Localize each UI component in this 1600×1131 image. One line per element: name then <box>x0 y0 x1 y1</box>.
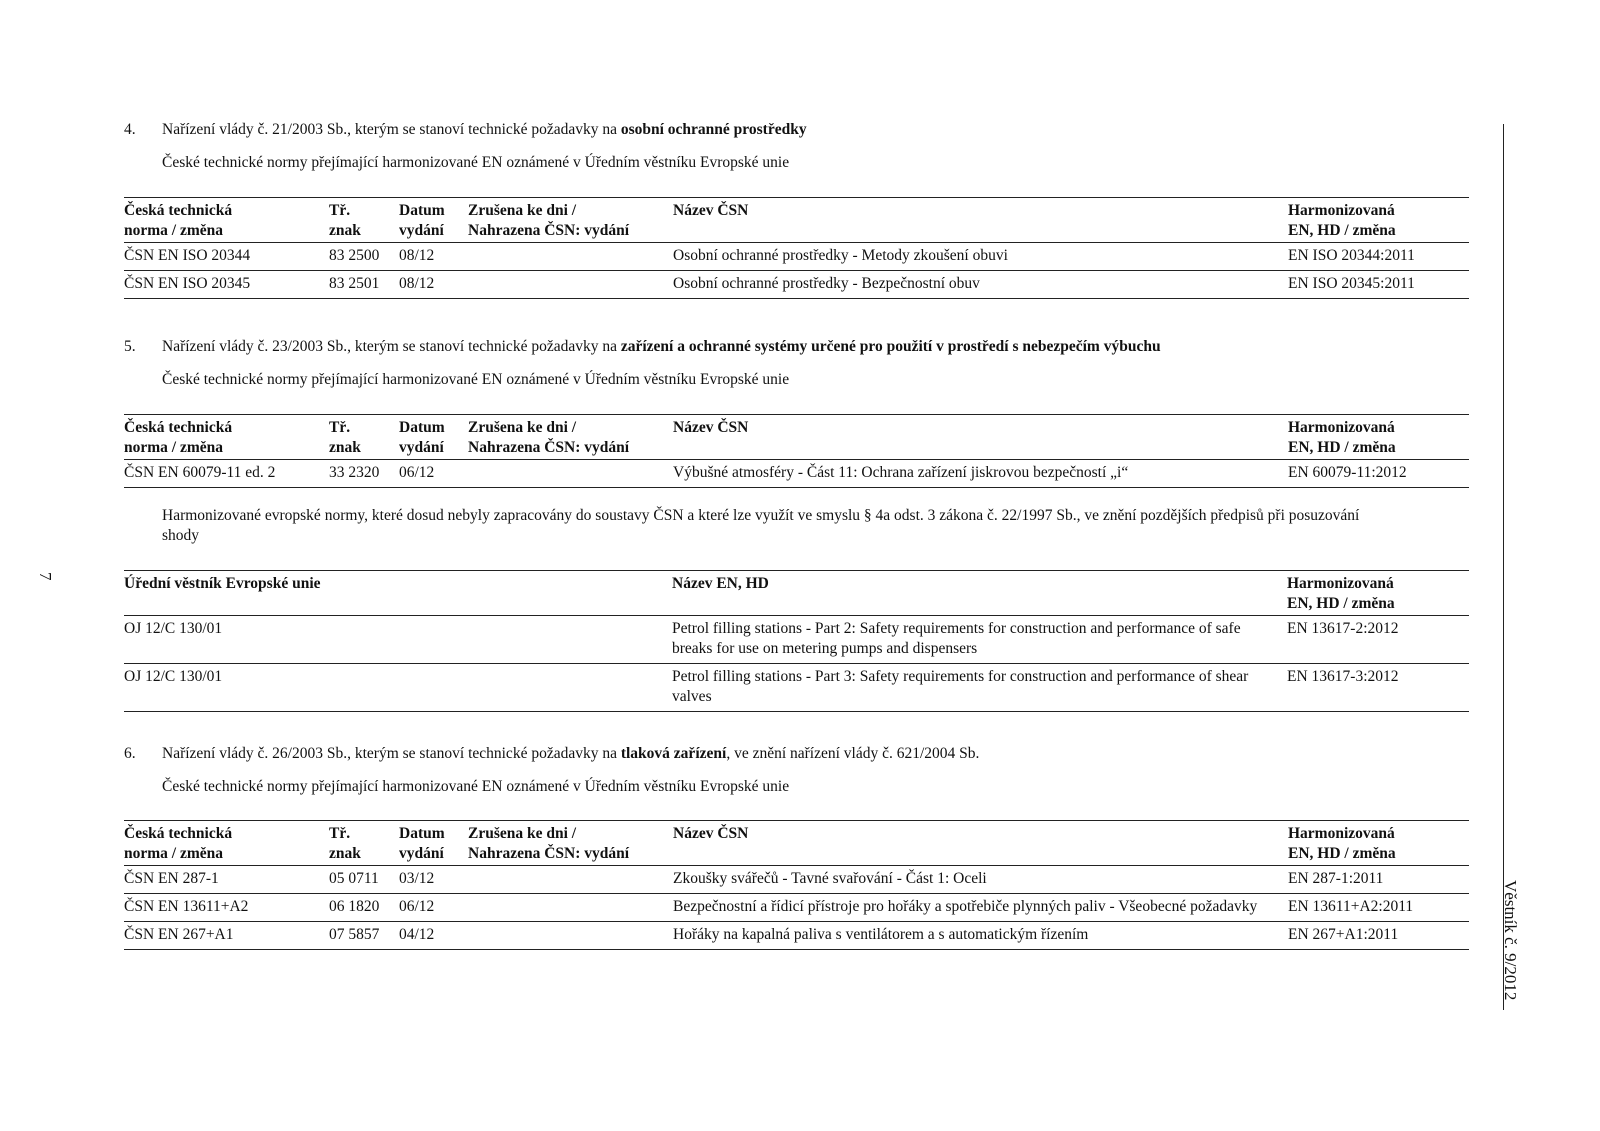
header-znak: Tř. znak <box>329 202 361 239</box>
cell-datum: 04/12 <box>399 926 435 943</box>
header-datum: Datum vydání <box>399 419 445 456</box>
section-5-paragraph: Harmonizované evropské normy, které dosud nebyly zapracovány do soustavy ČSN a které lze využít ve smyslu § 4a odst. 3 zákona č. 22/1997 Sb., ve znění pozdějších předpisů při posuzování shody <box>162 507 1360 544</box>
header-znak: Tř. znak <box>329 825 361 862</box>
cell-norma: ČSN EN 60079-11 ed. 2 <box>124 464 276 481</box>
cell-znak: 33 2320 <box>329 464 380 481</box>
header-datum: Datum vydání <box>399 202 445 239</box>
cell-oj: OJ 12/C 130/01 <box>124 620 223 637</box>
table-header-row <box>124 198 1469 243</box>
section-suffix: , ve znění nařízení vlády č. 621/2004 Sb. <box>726 745 980 762</box>
cell-zrusena <box>468 271 673 299</box>
header-nazev: Název ČSN <box>673 825 749 842</box>
cell-harmonizovana: EN 60079-11:2012 <box>1288 464 1407 481</box>
section-subject: tlaková zařízení <box>620 745 727 762</box>
cell-znak: 07 5857 <box>329 926 380 943</box>
cell-nazev: Bezpečnostní a řídicí přístroje pro hořáky a spotřebiče plynných paliv - Všeobecné požadavky <box>673 898 1258 915</box>
header-oj: Úřední věstník Evropské unie <box>124 575 321 592</box>
table-row <box>124 460 1469 488</box>
cell-datum: 06/12 <box>399 464 435 481</box>
cell-zrusena <box>468 460 673 488</box>
section-5-subheading: České technické normy přejímající harmonizované EN oznámené v Úředním věstníku Evropské unie <box>162 371 790 388</box>
section-prefix: Nařízení vlády č. 21/2003 Sb., kterým se stanoví technické požadavky na <box>162 121 621 138</box>
cell-znak: 83 2501 <box>329 275 380 292</box>
page-number: 7 <box>36 572 55 581</box>
table-row <box>124 866 1469 894</box>
cell-norma: ČSN EN 267+A1 <box>124 926 234 943</box>
table-row <box>124 894 1469 922</box>
table-header-row <box>124 415 1469 460</box>
cell-znak: 05 0711 <box>329 870 379 887</box>
section-6-table <box>124 820 1469 950</box>
cell-norma: ČSN EN ISO 20345 <box>124 275 251 292</box>
table-row <box>124 664 1469 712</box>
header-norma: Česká technická norma / změna <box>124 419 233 456</box>
header-zrusena: Zrušena ke dni / Nahrazena ČSN: vydání <box>468 419 630 456</box>
section-6-subheading: České technické normy přejímající harmonizované EN oznámené v Úředním věstníku Evropské unie <box>162 778 790 795</box>
cell-harmonizovana: EN 267+A1:2011 <box>1288 926 1399 943</box>
cell-nazev: Petrol filling stations - Part 2: Safety requirements for construction and performance of safe breaks for use on metering pumps and dispensers <box>672 620 1241 657</box>
cell-datum: 06/12 <box>399 898 435 915</box>
table-row <box>124 922 1469 950</box>
cell-harmonizovana: EN 287-1:2011 <box>1288 870 1384 887</box>
section-subject: osobní ochranné prostředky <box>620 121 807 138</box>
header-datum: Datum vydání <box>399 825 445 862</box>
cell-nazev: Výbušné atmosféry - Část 11: Ochrana zařízení jiskrovou bezpečností „i“ <box>673 464 1129 481</box>
cell-norma: ČSN EN 13611+A2 <box>124 898 249 915</box>
table-row <box>124 243 1469 271</box>
section-text <box>162 337 1161 357</box>
table-row <box>124 616 1469 664</box>
cell-harmonizovana: EN 13617-2:2012 <box>1287 620 1399 637</box>
section-prefix: Nařízení vlády č. 26/2003 Sb., kterým se stanoví technické požadavky na <box>162 745 621 762</box>
cell-harmonizovana: EN ISO 20345:2011 <box>1288 275 1415 292</box>
cell-nazev: Hořáky na kapalná paliva s ventilátorem a s automatickým řízením <box>673 926 1089 943</box>
cell-znak: 06 1820 <box>329 898 380 915</box>
cell-datum: 08/12 <box>399 247 435 264</box>
section-4-subheading: České technické normy přejímající harmonizované EN oznámené v Úředním věstníku Evropské unie <box>162 154 790 171</box>
cell-datum: 08/12 <box>399 275 435 292</box>
section-text <box>162 744 979 764</box>
section-prefix: Nařízení vlády č. 23/2003 Sb., kterým se stanoví technické požadavky na <box>162 338 621 355</box>
header-zrusena: Zrušena ke dni / Nahrazena ČSN: vydání <box>468 825 630 862</box>
running-title: Věstník č. 9/2012 <box>1501 880 1520 1001</box>
header-norma: Česká technická norma / změna <box>124 202 233 239</box>
header-nazev: Název ČSN <box>673 202 749 219</box>
section-5-oj-table <box>124 570 1469 712</box>
table-header-row <box>124 821 1469 866</box>
table-row <box>124 271 1469 299</box>
section-number: 4. <box>124 121 136 138</box>
table-header-row <box>124 571 1469 616</box>
cell-norma: ČSN EN 287-1 <box>124 870 219 887</box>
cell-nazev: Osobní ochranné prostředky - Bezpečnostní obuv <box>673 275 980 292</box>
header-nazev: Název ČSN <box>673 419 749 436</box>
section-text <box>162 120 807 140</box>
cell-zrusena <box>468 866 673 894</box>
cell-zrusena <box>468 243 673 271</box>
cell-harmonizovana: EN 13617-3:2012 <box>1287 668 1399 685</box>
cell-znak: 83 2500 <box>329 247 380 264</box>
cell-nazev: Petrol filling stations - Part 3: Safety requirements for construction and performance of shear valves <box>672 668 1249 705</box>
cell-datum: 03/12 <box>399 870 435 887</box>
section-4-table <box>124 197 1469 299</box>
header-harmonizovana: Harmonizovaná EN, HD / změna <box>1288 419 1396 456</box>
cell-zrusena <box>468 894 673 922</box>
cell-nazev: Zkoušky svářečů - Tavné svařování - Část 1: Oceli <box>673 870 987 887</box>
cell-norma: ČSN EN ISO 20344 <box>124 247 251 264</box>
section-subject: zařízení a ochranné systémy určené pro použití v prostředí s nebezpečím výbuchu <box>620 338 1161 355</box>
header-harmonizovana: Harmonizovaná EN, HD / změna <box>1288 202 1396 239</box>
section-number: 5. <box>124 338 136 355</box>
header-zrusena: Zrušena ke dni / Nahrazena ČSN: vydání <box>468 202 630 239</box>
cell-zrusena <box>468 922 673 950</box>
header-norma: Česká technická norma / změna <box>124 825 233 862</box>
section-5-table <box>124 414 1469 488</box>
cell-harmonizovana: EN ISO 20344:2011 <box>1288 247 1415 264</box>
cell-oj: OJ 12/C 130/01 <box>124 668 223 685</box>
header-harmonizovana: Harmonizovaná EN, HD / změna <box>1287 575 1395 612</box>
cell-harmonizovana: EN 13611+A2:2011 <box>1288 898 1414 915</box>
header-znak: Tř. znak <box>329 419 361 456</box>
header-nazev-en: Název EN, HD <box>672 575 769 592</box>
page-margin-rule <box>1503 124 1504 1010</box>
header-harmonizovana: Harmonizovaná EN, HD / změna <box>1288 825 1396 862</box>
cell-nazev: Osobní ochranné prostředky - Metody zkoušení obuvi <box>673 247 1008 264</box>
section-number: 6. <box>124 745 136 762</box>
